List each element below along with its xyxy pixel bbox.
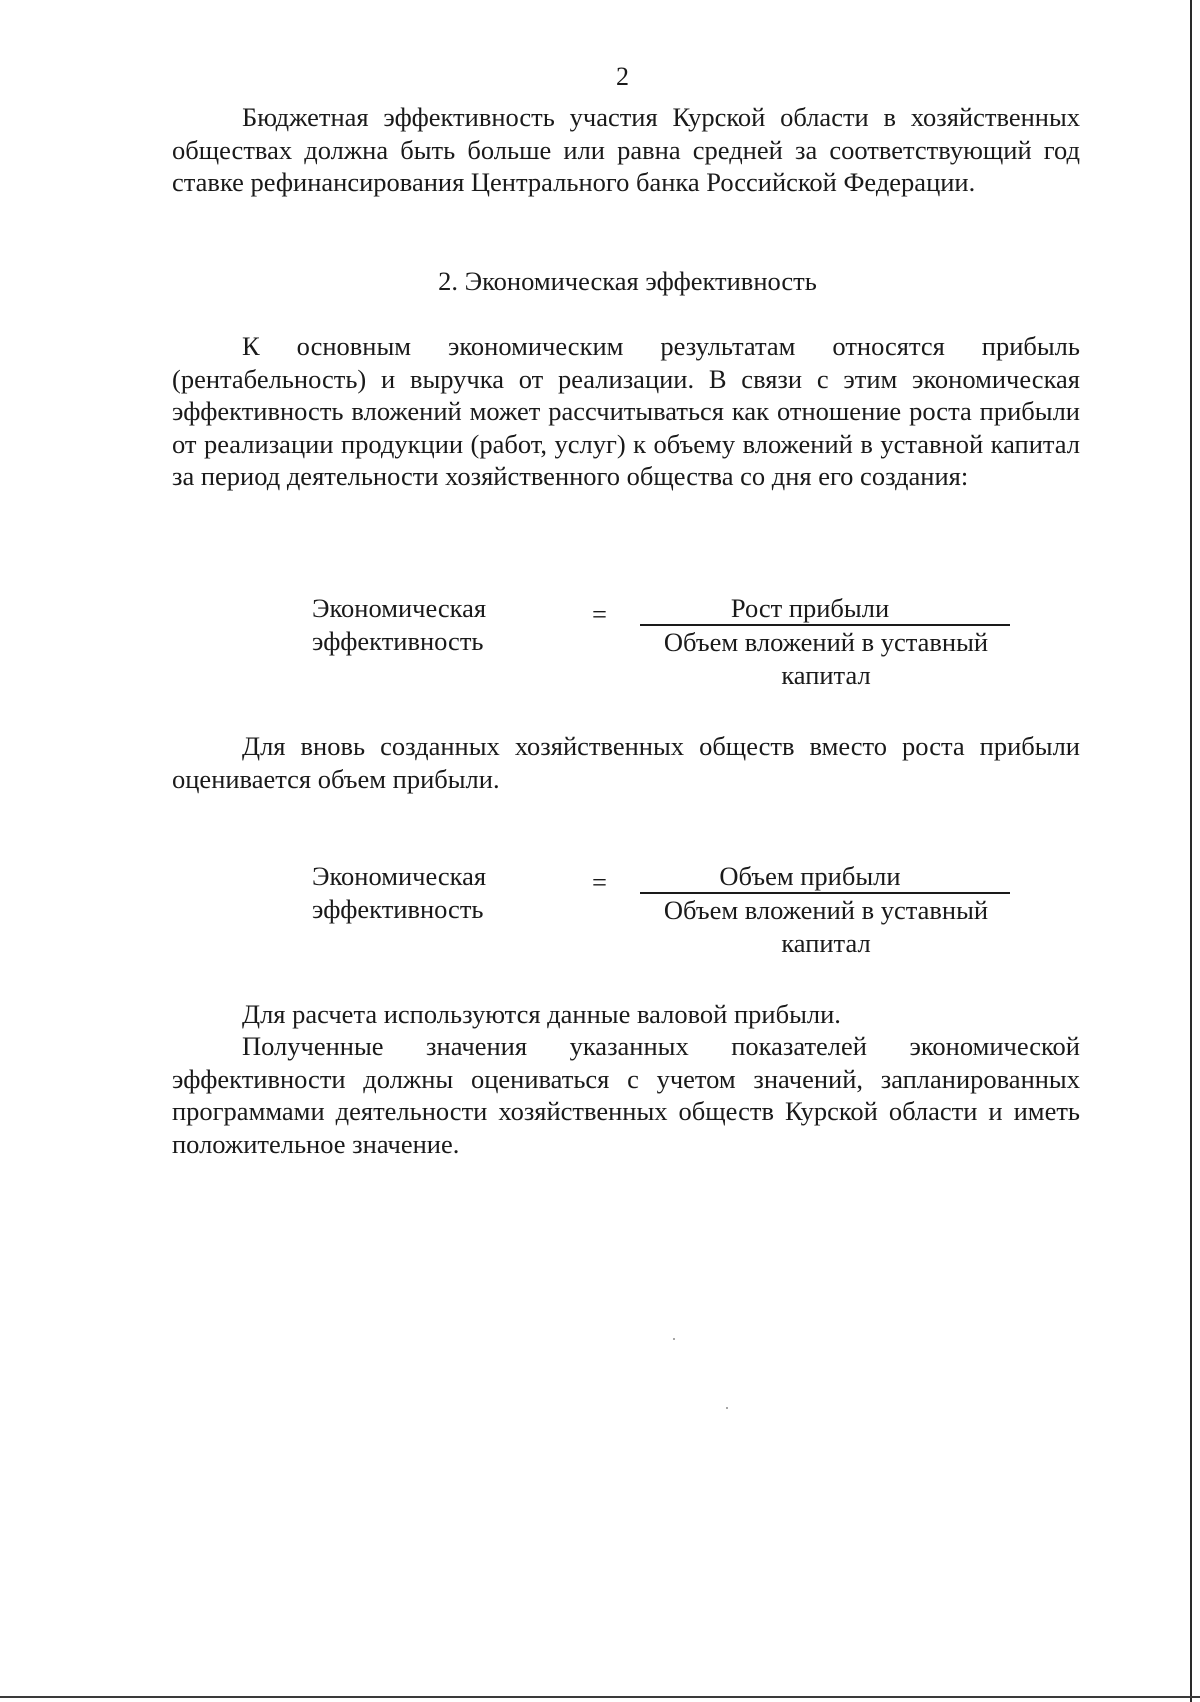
paragraph-economic-results	[172, 330, 1080, 493]
scan-speck	[673, 1338, 675, 1340]
paragraph-text: Бюджетная эффективность участия Курской области в хозяйственных обществах должна быть больше или равна средней за соответствующий год ставке рефинансирования Центрального банка Российской Федерации.	[172, 102, 1080, 197]
formula-denominator-line1: Объем вложений в уставный	[663, 895, 989, 925]
scan-edge-bottom	[0, 1696, 1200, 1698]
formula-lhs-line2: эффективность	[312, 894, 484, 924]
formula-lhs-line2: эффективность	[312, 626, 484, 656]
paragraph-text: Для расчета используются данные валовой прибыли.	[242, 999, 841, 1029]
formula-profit-volume	[0, 860, 1200, 980]
formula-lhs	[312, 592, 486, 658]
formula-equals-sign: =	[592, 867, 607, 897]
formula-numerator: Рост прибыли	[730, 593, 890, 623]
section-heading: 2. Экономическая эффективность	[438, 266, 817, 296]
scan-edge-right	[1190, 0, 1192, 1702]
paragraph-obtained-values	[172, 1030, 1080, 1160]
page-number: 2	[616, 62, 629, 91]
formula-fraction	[640, 592, 1010, 692]
formula-numerator: Объем прибыли	[719, 861, 901, 891]
formula-lhs-line1: Экономическая	[312, 861, 487, 891]
formula-denominator-line2: капитал	[781, 928, 871, 958]
paragraph-text: Полученные значения указанных показателей экономической эффективности должны оцениваться с учетом значений, запланированных программами деятельности хозяйственных обществ Курской области и иметь положительное значение.	[172, 1031, 1080, 1159]
formula-fraction	[640, 860, 1010, 960]
scan-speck	[726, 1407, 728, 1409]
formula-equals-sign: =	[592, 599, 607, 629]
paragraph-text: К основным экономическим результатам относятся прибыль (рентабельность) и выручка от реализации. В связи с этим экономическая эффективность вложений может рассчитываться как отношение роста прибыли от реализации продукции (работ, услуг) к объему вложений в уставной капитал за период деятельности хозяйственного общества со дня его создания:	[172, 331, 1080, 491]
formula-denominator-line2: капитал	[781, 660, 871, 690]
formula-denominator-line1: Объем вложений в уставный	[663, 627, 989, 657]
formula-profit-growth	[0, 592, 1200, 712]
formula-lhs-line1: Экономическая	[312, 593, 487, 623]
paragraph-new-companies	[172, 730, 1080, 795]
paragraph-text: Для вновь созданных хозяйственных обществ вместо роста прибыли оценивается объем прибыли.	[172, 731, 1080, 794]
paragraph-budget-efficiency	[172, 101, 1080, 199]
paragraph-gross-profit	[172, 998, 1080, 1031]
formula-lhs	[312, 860, 486, 926]
